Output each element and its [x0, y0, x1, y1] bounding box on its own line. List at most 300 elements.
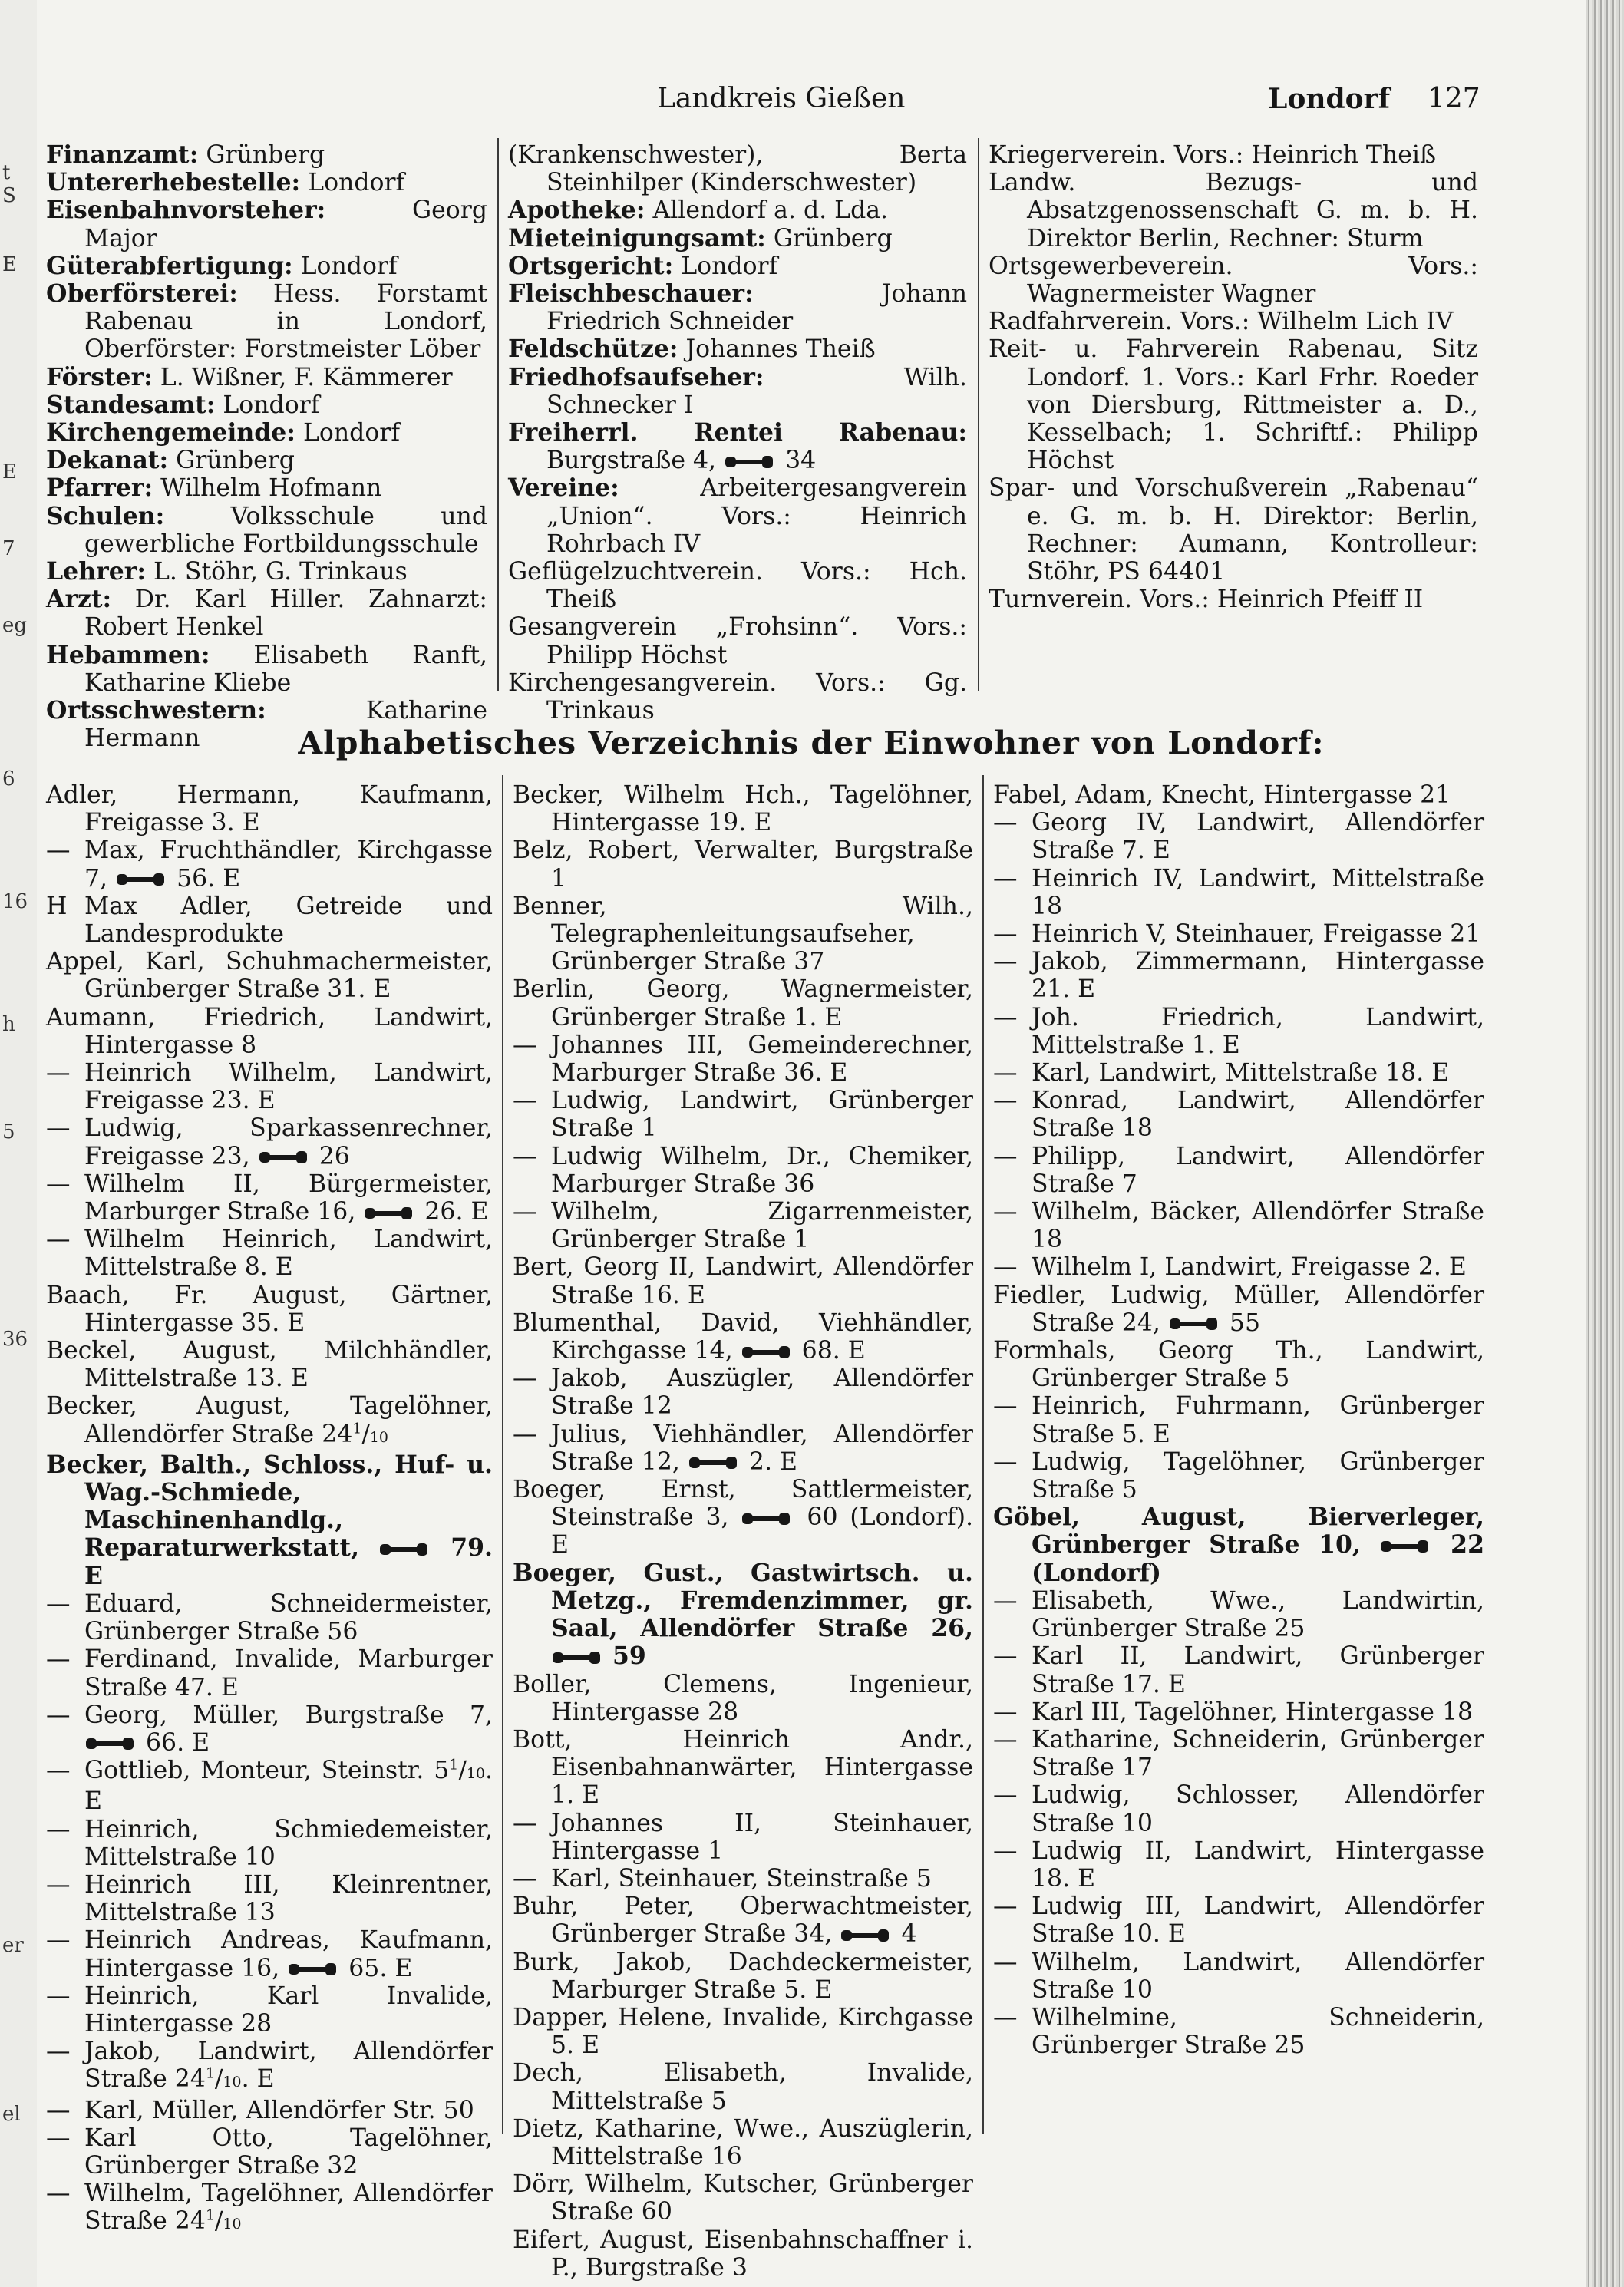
entry-ditto-mark: — [993, 1893, 1018, 1921]
entry-text: Landw. Bezugs- und Absatzgenossenschaft G. m. b. H. Direktor Berlin, Rechner: Sturm [989, 169, 1478, 252]
entry-text: 22 (Londorf) [1032, 1530, 1485, 1587]
fraction-numerator: 1 [449, 1756, 459, 1774]
entry-text: Wilhelmine, Schneiderin, Grünberger Straße 25 [1032, 2003, 1484, 2060]
resident-entry [46, 1114, 493, 1170]
telephone-icon [1379, 1538, 1433, 1555]
resident-entry [513, 1476, 973, 1559]
resident-entry [993, 1392, 1484, 1447]
official-entry [508, 364, 967, 419]
entry-term: Dekanat: [46, 446, 169, 475]
telephone-icon [840, 1927, 893, 1944]
entry-text: 26. E [424, 1198, 489, 1226]
entry-text: 79. E [84, 1533, 493, 1590]
entry-text: Göbel, August, Bierverleger, Grünberger Straße 10, [993, 1503, 1484, 1559]
entry-text: Katharine Hermann [84, 697, 487, 753]
entry-text: Heinrich, Schmiedemeister, Mittelstraße 10 [84, 1815, 493, 1871]
entry-ditto-mark: — [993, 1003, 1018, 1031]
entry-term: Oberförsterei: [46, 279, 238, 309]
place-name-header: Londorf [1268, 83, 1391, 115]
entry-text: Arbeitergesangverein „Union“. Vors.: Heinrich Rohrbach IV [546, 474, 967, 558]
entry-text: Karl, Steinhauer, Steinstraße 5 [551, 1864, 932, 1893]
entry-text: Ferdinand, Invalide, Marburger Straße 47. E [84, 1645, 493, 1701]
entry-text: Grünberg [168, 447, 295, 475]
entry-term: Ortsschwestern: [46, 696, 266, 725]
entry-text: Julius, Viehhändler, Allendörfer Straße 12, [551, 1420, 973, 1476]
entry-term: Vereine: [508, 474, 619, 503]
entry-term: Hebammen: [46, 640, 210, 669]
official-entry [989, 308, 1478, 335]
entry-ditto-mark: — [993, 1447, 1018, 1476]
entry-text: Gottlieb, Monteur, Steinstr. 5 [84, 1757, 450, 1785]
official-entry [46, 447, 487, 474]
entry-text: Geflügelzuchtverein. Vors.: Hch. Theiß [508, 558, 967, 614]
official-entry [508, 196, 967, 224]
telephone-icon [741, 1510, 794, 1527]
entry-text: Dech, Elisabeth, Invalide, Mittelstraße 5 [513, 2059, 973, 2115]
official-entry [508, 613, 967, 668]
entry-ditto-mark: — [993, 2003, 1018, 2031]
entry-text: Heinrich, Karl Invalide, Hintergasse 28 [84, 1982, 493, 2038]
fraction-slash: / [214, 2065, 223, 2094]
resident-entry [513, 1421, 973, 1476]
official-entry [46, 586, 487, 641]
entry-ditto-mark: — [46, 1645, 71, 1674]
resident-entry [46, 837, 493, 892]
entry-text: Ludwig Wilhelm, Dr., Chemiker, Marburger Straße 36 [551, 1142, 973, 1198]
resident-entry [46, 1701, 493, 1757]
entry-text: (Krankenschwester), Berta Steinhilper (Kinderschwester) [508, 141, 967, 197]
entry-text: Karl II, Landwirt, Grünberger Straße 17. E [1032, 1642, 1484, 1698]
officials-column-1 [46, 141, 487, 752]
entry-text: Londorf [292, 252, 398, 280]
margin-character: 16 [2, 890, 28, 913]
resident-entry [513, 1253, 973, 1309]
official-entry [46, 141, 487, 169]
entry-term: Eisenbahnvorsteher: [46, 196, 326, 225]
entry-text: Grünberg [765, 224, 893, 252]
official-entry [46, 280, 487, 364]
resident-entry [513, 1087, 973, 1142]
resident-entry [513, 781, 973, 837]
resident-entry [993, 1503, 1484, 1587]
entry-ditto-mark: — [46, 1114, 71, 1143]
entry-text: Johann Friedrich Schneider [546, 280, 967, 336]
entry-ditto-mark: — [513, 1420, 537, 1448]
entry-text: Karl, Landwirt, Mittelstraße 18. E [1032, 1059, 1450, 1087]
entry-text: Grünberg [198, 141, 325, 169]
fraction-denominator: 10 [223, 2074, 242, 2091]
official-entry [508, 280, 967, 335]
entry-text: Konrad, Landwirt, Allendörfer Straße 18 [1032, 1087, 1484, 1143]
resident-entry [993, 1198, 1484, 1253]
resident-entry [993, 1726, 1484, 1781]
entry-text: Londorf [295, 419, 400, 447]
resident-entry [993, 865, 1484, 920]
resident-entry [993, 809, 1484, 864]
column-rule [502, 775, 503, 2134]
entry-text: 2. E [748, 1447, 797, 1476]
entry-ditto-mark: — [513, 1031, 537, 1059]
entry-text: Wilhelm, Landwirt, Allendörfer Straße 10 [1032, 1948, 1484, 2004]
entry-text: Ludwig, Schlosser, Allendörfer Straße 10 [1032, 1781, 1484, 1837]
entry-text: 59 [612, 1642, 646, 1671]
entry-text: Kirchengesangverein. Vors.: Gg. Trinkaus [508, 668, 967, 725]
resident-entry [46, 1871, 493, 1926]
resident-entry [513, 1309, 973, 1365]
entry-text: 60 (Londorf). E [551, 1503, 974, 1559]
entry-text: Burgstraße 4, [546, 447, 717, 475]
official-entry [508, 141, 967, 196]
resident-entry [513, 1198, 973, 1253]
resident-entry [513, 2059, 973, 2114]
resident-entry [513, 893, 973, 976]
entry-ditto-mark: — [513, 1864, 537, 1893]
entry-ditto-mark: — [513, 1365, 537, 1393]
entry-ditto-mark: — [993, 1392, 1018, 1421]
entry-ditto-mark: — [993, 1087, 1018, 1115]
entry-text: Wilhelm I, Landwirt, Freigasse 2. E [1032, 1253, 1467, 1282]
section-title: Alphabetisches Verzeichnis der Einwohner von Londorf: [298, 724, 1325, 761]
entry-term: Feldschütze: [508, 335, 678, 364]
entry-text: Heinrich, Fuhrmann, Grünberger Straße 5. E [1032, 1392, 1484, 1448]
fraction-denominator: 10 [466, 1765, 485, 1783]
residents-column-3 [993, 781, 1484, 2059]
entry-text: Aumann, Friedrich, Landwirt, Hintergasse 8 [46, 1003, 493, 1059]
resident-entry [993, 1448, 1484, 1503]
entry-ditto-mark: H [46, 892, 68, 920]
entry-text: Karl Otto, Tagelöhner, Grünberger Straße 32 [84, 2124, 493, 2180]
entry-text: Max, Fruchthändler, Kirchgasse 7, [84, 837, 493, 893]
entry-term: Pfarrer: [46, 474, 153, 503]
entry-text: Spar- und Vorschußverein „Rabenau“ e. G. m. b. H. Direktor: Berlin, Rechner: Aumann, Kontrolleur: Stöhr, PS 64401 [989, 474, 1478, 586]
resident-entry [993, 1253, 1484, 1281]
official-entry [508, 474, 967, 558]
entry-text: 56. E [177, 864, 241, 893]
margin-character: h [2, 1013, 15, 1036]
resident-entry [46, 1926, 493, 1982]
entry-text: Fabel, Adam, Knecht, Hintergasse 21 [993, 781, 1451, 809]
official-entry [989, 169, 1478, 252]
resident-entry [46, 2124, 493, 2180]
entry-text: Heinrich V, Steinhauer, Freigasse 21 [1032, 920, 1481, 949]
official-entry [989, 586, 1478, 613]
entry-text: 68. E [801, 1337, 866, 1365]
entry-ditto-mark: — [993, 948, 1018, 976]
entry-term: Standesamt: [46, 390, 216, 419]
resident-entry [46, 1451, 493, 1590]
telephone-icon [688, 1454, 741, 1471]
entry-text: 4 [901, 1920, 917, 1949]
entry-ditto-mark: — [46, 2180, 71, 2208]
official-entry [46, 419, 487, 447]
entry-ditto-mark: — [46, 1757, 71, 1785]
resident-entry [46, 1982, 493, 2038]
entry-text: Formhals, Georg Th., Landwirt, Grünberger Straße 5 [993, 1337, 1484, 1393]
resident-entry [46, 1816, 493, 1871]
telephone-icon [363, 1205, 417, 1222]
resident-entry [46, 2180, 493, 2238]
entry-ditto-mark: — [513, 1198, 537, 1226]
resident-entry [46, 1757, 493, 1815]
resident-entry [46, 1004, 493, 1059]
entry-ditto-mark: — [993, 1198, 1018, 1226]
resident-entry [993, 781, 1484, 809]
resident-entry [993, 1337, 1484, 1392]
entry-ditto-mark: — [46, 1170, 71, 1198]
official-entry [989, 474, 1478, 586]
entry-text: Fiedler, Ludwig, Müller, Allendörfer Straße 24, [993, 1281, 1484, 1337]
resident-entry [993, 1837, 1484, 1893]
entry-ditto-mark: — [993, 920, 1018, 949]
telephone-icon [287, 1961, 341, 1978]
entry-text: . E [84, 1757, 493, 1816]
entry-term: Fleischbeschauer: [508, 279, 754, 309]
entry-ditto-mark: — [993, 809, 1018, 837]
resident-entry [46, 1645, 493, 1701]
resident-entry [46, 1170, 493, 1226]
resident-entry [513, 1726, 973, 1810]
entry-term: Kirchengemeinde: [46, 418, 295, 447]
entry-text: Turnverein. Vors.: Heinrich Pfeiff II [989, 586, 1424, 614]
margin-character: E [2, 253, 17, 276]
entry-term: Friedhofsaufseher: [508, 362, 764, 391]
entry-text: Dr. Karl Hiller. Zahnarzt: Robert Henkel [84, 586, 487, 642]
resident-entry [993, 948, 1484, 1003]
officials-column-2 [508, 141, 967, 724]
book-page-edges [1586, 0, 1624, 2287]
entry-term: Finanzamt: [46, 140, 199, 169]
resident-entry [993, 1143, 1484, 1198]
running-head: Landkreis Gießen [657, 83, 906, 114]
entry-text: Reit- u. Fahrverein Rabenau, Sitz Londorf. 1. Vors.: Karl Frhr. Roeder von Diersburg, Rittmeister a. D., Kesselbach; 1. Schriftf.: Philipp Höchst [989, 335, 1478, 475]
page-number: 127 [1428, 83, 1480, 114]
margin-character: t [2, 161, 11, 184]
resident-entry [513, 1865, 973, 1893]
entry-text: Georg, Müller, Burgstraße 7, [84, 1701, 493, 1729]
resident-entry [46, 1226, 493, 1281]
entry-text: Eifert, August, Eisenbahnschaffner i. P., Burgstraße 3 [513, 2226, 973, 2282]
entry-text: Johannes II, Steinhauer, Hintergasse 1 [551, 1809, 973, 1865]
entry-text: Bert, Georg II, Landwirt, Allendörfer Straße 16. E [513, 1253, 973, 1309]
official-entry [46, 391, 487, 419]
official-entry [989, 252, 1478, 308]
resident-entry [46, 948, 493, 1003]
resident-entry [993, 2004, 1484, 2059]
entry-text: Londorf [215, 391, 320, 419]
entry-text: Hess. Forstamt Rabenau in Londorf, Oberförster: Forstmeister Löber [84, 280, 487, 364]
resident-entry [993, 1087, 1484, 1142]
entry-text: Joh. Friedrich, Landwirt, Mittelstraße 1. E [1032, 1003, 1484, 1059]
entry-ditto-mark: — [46, 1870, 71, 1899]
column-rule [982, 775, 984, 2134]
resident-entry [46, 1282, 493, 1337]
entry-ditto-mark: — [993, 864, 1018, 893]
entry-text: Kriegerverein. Vors.: Heinrich Theiß [989, 141, 1436, 169]
margin-character: el [2, 2103, 21, 2126]
resident-entry [513, 2226, 973, 2282]
entry-text: Boller, Clemens, Ingenieur, Hintergasse 28 [513, 1670, 973, 1726]
resident-entry [993, 1004, 1484, 1059]
resident-entry [46, 893, 493, 948]
entry-text: Benner, Wilh., Telegraphenleitungsaufseher, Grünberger Straße 37 [513, 892, 973, 976]
entry-text: Karl, Müller, Allendörfer Str. 50 [84, 2096, 474, 2124]
entry-text: 34 [785, 447, 817, 475]
telephone-icon [1168, 1315, 1222, 1332]
entry-ditto-mark: — [46, 1982, 71, 2010]
entry-ditto-mark: — [46, 2124, 71, 2152]
official-entry [46, 503, 487, 558]
resident-entry [993, 920, 1484, 948]
entry-text: Londorf [300, 169, 405, 197]
resident-entry [513, 2170, 973, 2226]
entry-text: Ortsgewerbeverein. Vors.: Wagnermeister Wagner [989, 252, 1478, 309]
entry-text: Becker, Wilhelm Hch., Tagelöhner, Hintergasse 19. E [513, 781, 973, 837]
resident-entry [993, 1059, 1484, 1087]
entry-text: Wilhelm, Zigarrenmeister, Grünberger Straße 1 [551, 1198, 973, 1254]
official-entry [46, 169, 487, 196]
entry-text: Karl III, Tagelöhner, Hintergasse 18 [1032, 1698, 1474, 1726]
fraction-slash: / [361, 1420, 370, 1448]
official-entry [989, 335, 1478, 474]
entry-text: Becker, August, Tagelöhner, Allendörfer Straße 24 [46, 1392, 493, 1448]
entry-term: Lehrer: [46, 557, 146, 586]
official-entry [46, 364, 487, 391]
entry-text: L. Stöhr, G. Trinkaus [145, 558, 408, 586]
entry-term: Ortsgericht: [508, 251, 674, 280]
margin-character: S [2, 184, 16, 207]
directory-page [37, 0, 1586, 2287]
entry-text: Jakob, Auszügler, Allendörfer Straße 12 [551, 1365, 973, 1421]
resident-entry [993, 1642, 1484, 1698]
entry-text: Berlin, Georg, Wagnermeister, Grünberger Straße 1. E [513, 975, 973, 1031]
entry-text: Heinrich III, Kleinrentner, Mittelstraße 13 [84, 1870, 493, 1927]
entry-text: Dörr, Wilhelm, Kutscher, Grünberger Straße 60 [513, 2170, 973, 2226]
official-entry [508, 335, 967, 363]
resident-entry [993, 1893, 1484, 1948]
entry-ditto-mark: — [993, 1698, 1018, 1726]
entry-ditto-mark: — [46, 2096, 71, 2124]
entry-term: Apotheke: [508, 196, 645, 225]
entry-ditto-mark: — [46, 1815, 71, 1843]
resident-entry [993, 1587, 1484, 1642]
entry-text: Londorf [673, 252, 778, 280]
entry-text: Johannes Theiß [678, 335, 876, 364]
entry-ditto-mark: — [46, 1226, 71, 1254]
margin-character: 5 [2, 1120, 15, 1144]
entry-ditto-mark: — [513, 1809, 537, 1837]
entry-text: Eduard, Schneidermeister, Grünberger Straße 56 [84, 1589, 493, 1646]
residents-column-1 [46, 781, 493, 2239]
telephone-icon [551, 1649, 605, 1666]
official-entry [508, 225, 967, 252]
entry-ditto-mark: — [993, 1725, 1018, 1754]
telephone-icon [115, 871, 169, 888]
entry-ditto-mark: — [993, 1642, 1018, 1671]
fraction-numerator: 1 [205, 2064, 215, 2082]
entry-ditto-mark: — [46, 2038, 71, 2066]
official-entry [508, 419, 967, 474]
entry-text: Bott, Heinrich Andr., Eisenbahnanwärter, Hintergasse 1. E [513, 1725, 973, 1810]
official-entry [46, 642, 487, 697]
entry-ditto-mark: — [46, 837, 71, 865]
residents-column-2 [513, 781, 973, 2282]
entry-term: Untererhebestelle: [46, 168, 301, 197]
entry-text: Ludwig II, Landwirt, Hintergasse 18. E [1032, 1837, 1484, 1893]
entry-term: Güterabfertigung: [46, 251, 293, 280]
fraction-denominator: 10 [223, 2216, 242, 2233]
entry-text: Wilhelm, Tagelöhner, Allendörfer Straße 24 [84, 2180, 493, 2236]
entry-text: Dapper, Helene, Invalide, Kirchgasse 5. E [513, 2003, 973, 2060]
entry-ditto-mark: — [46, 1701, 71, 1729]
resident-entry [513, 1893, 973, 1948]
entry-text: Katharine, Schneiderin, Grünberger Straße 17 [1032, 1725, 1484, 1782]
entry-ditto-mark: — [513, 1142, 537, 1170]
entry-ditto-mark: — [993, 1059, 1018, 1087]
column-rule [978, 138, 979, 691]
entry-text: Appel, Karl, Schuhmachermeister, Grünberger Straße 31. E [46, 948, 493, 1004]
entry-text: Boeger, Gust., Gastwirtsch. u. Metzg., Fremdenzimmer, gr. Saal, Allendörfer Straße 26, [513, 1558, 973, 1643]
resident-entry [513, 1559, 973, 1671]
resident-entry [46, 1059, 493, 1114]
resident-entry [46, 1337, 493, 1392]
entry-text: Gesangverein „Frohsinn“. Vors.: Philipp Höchst [508, 613, 967, 669]
fraction-numerator: 1 [352, 1420, 362, 1437]
official-entry [46, 196, 487, 252]
entry-text: 55 [1229, 1309, 1260, 1337]
margin-character: E [2, 460, 17, 483]
resident-entry [993, 1698, 1484, 1726]
telephone-icon [724, 454, 777, 470]
entry-ditto-mark: — [993, 1586, 1018, 1615]
resident-entry [513, 1031, 973, 1087]
resident-entry [993, 1282, 1484, 1337]
fraction-slash: / [458, 1757, 467, 1785]
resident-entry [46, 1590, 493, 1645]
official-entry [46, 252, 487, 280]
official-entry [508, 252, 967, 280]
entry-text: Ludwig, Sparkassenrechner, Freigasse 23, [84, 1114, 493, 1170]
entry-text: Beckel, August, Milchhändler, Mittelstraße 13. E [46, 1337, 493, 1393]
entry-text: Belz, Robert, Verwalter, Burgstraße 1 [513, 837, 973, 893]
entry-text: Heinrich IV, Landwirt, Mittelstraße 18 [1032, 864, 1484, 920]
resident-entry [513, 1365, 973, 1420]
entry-text: Boeger, Ernst, Sattlermeister, Steinstraße 3, [513, 1476, 973, 1532]
entry-ditto-mark: — [993, 1253, 1018, 1282]
entry-ditto-mark: — [46, 1059, 71, 1087]
entry-text: Wilhelm II, Bürgermeister, Marburger Straße 16, [84, 1170, 493, 1226]
resident-entry [513, 1671, 973, 1726]
resident-entry [46, 2038, 493, 2096]
entry-text: Ludwig, Tagelöhner, Grünberger Straße 5 [1032, 1447, 1484, 1504]
official-entry [508, 558, 967, 613]
resident-entry [513, 837, 973, 892]
entry-text: Ludwig III, Landwirt, Allendörfer Straße 10. E [1032, 1893, 1484, 1949]
entry-text: 66. E [146, 1728, 210, 1757]
entry-text: Baach, Fr. August, Gärtner, Hintergasse 35. E [46, 1281, 493, 1337]
entry-text: 65. E [348, 1954, 413, 1982]
entry-text: Burk, Jakob, Dachdeckermeister, Marburger Straße 5. E [513, 1948, 973, 2004]
official-entry [46, 474, 487, 502]
resident-entry [993, 1781, 1484, 1837]
entry-text: L. Wißner, F. Kämmerer [152, 363, 453, 391]
entry-text: Wilhelm Hofmann [153, 474, 382, 503]
entry-ditto-mark: — [46, 1589, 71, 1618]
official-entry [508, 669, 967, 724]
entry-text: Wilhelm Heinrich, Landwirt, Mittelstraße 8. E [84, 1226, 493, 1282]
resident-entry [46, 781, 493, 837]
entry-text: Johannes III, Gemeinderechner, Marburger Straße 36. E [551, 1031, 973, 1087]
entry-text: Wilhelm, Bäcker, Allendörfer Straße 18 [1032, 1198, 1484, 1254]
